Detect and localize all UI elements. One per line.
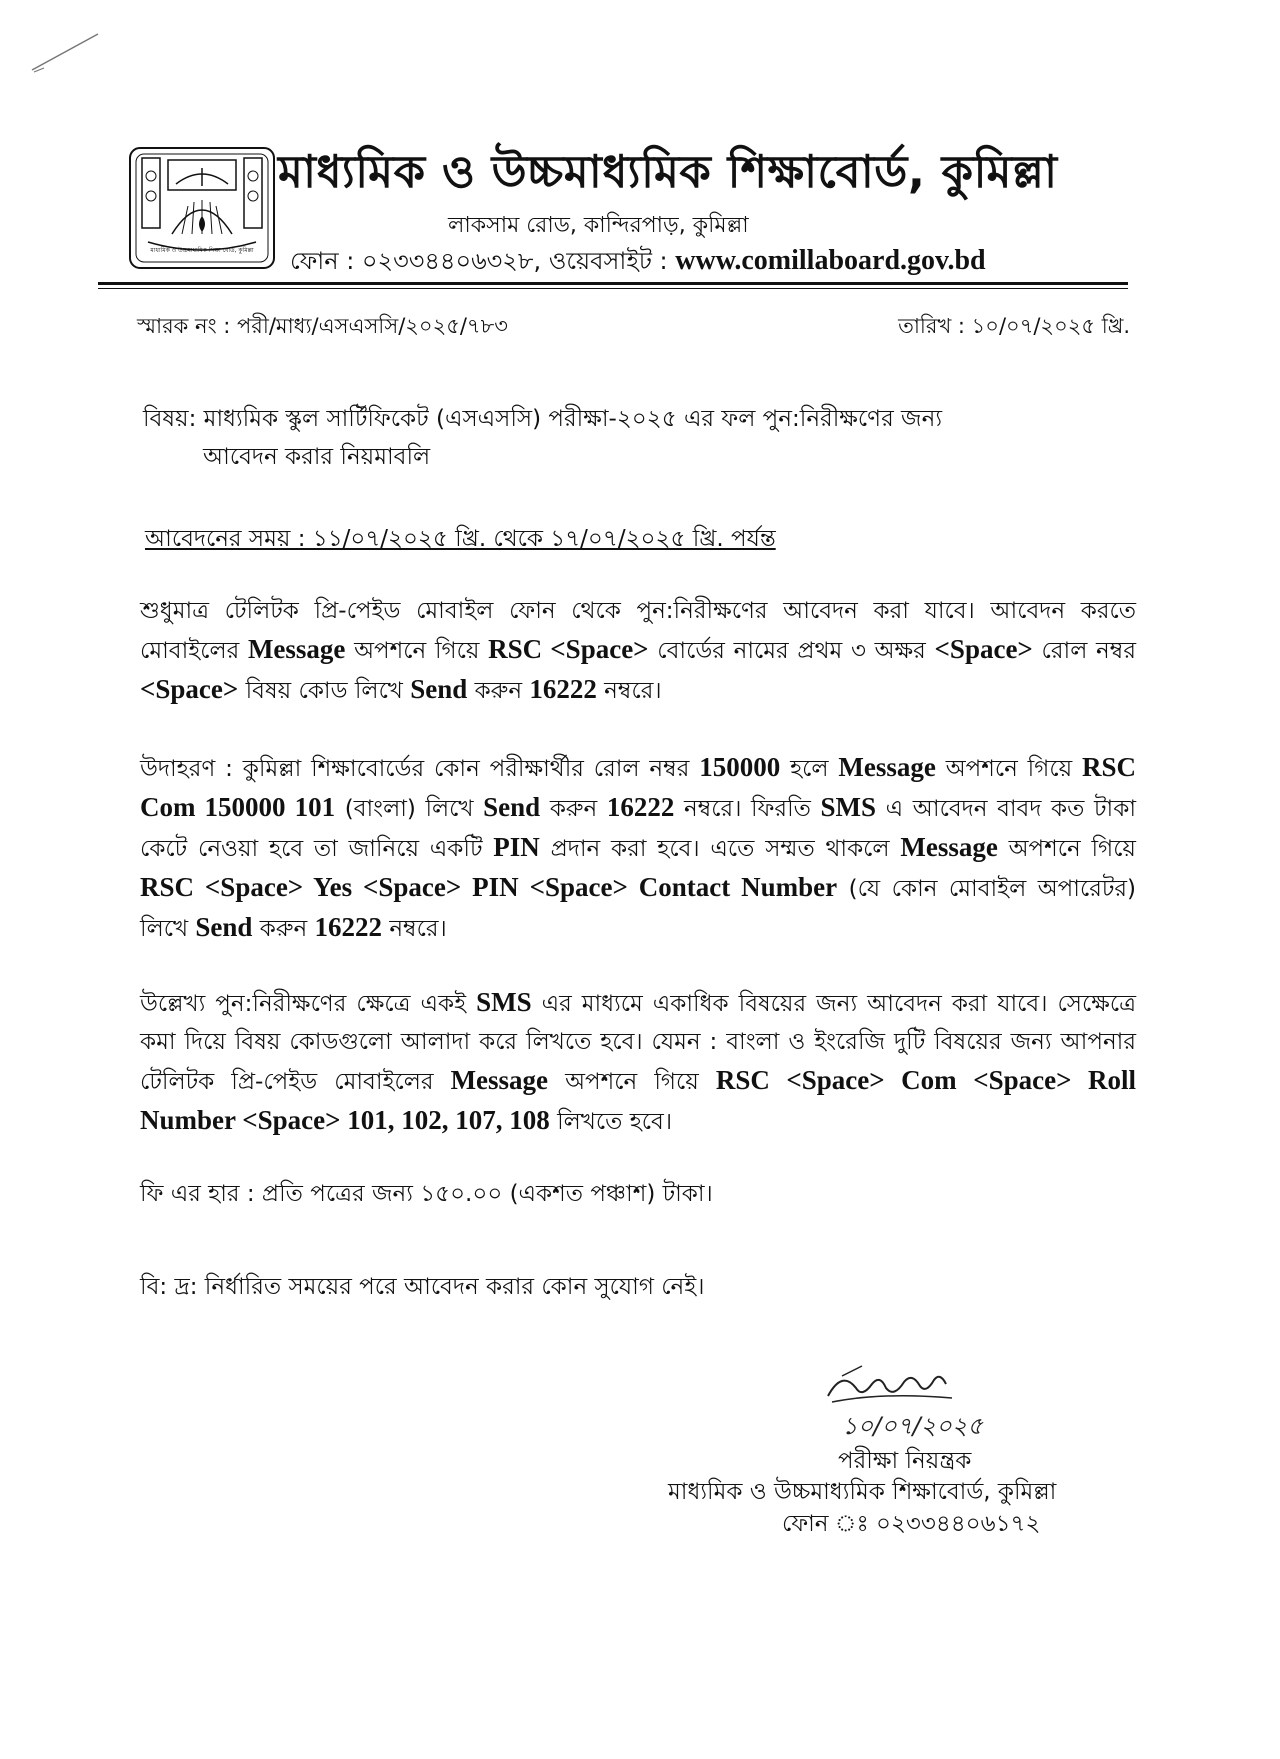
header-divider-thin [98,288,1128,289]
text: বিষয় কোড লিখে [238,678,411,704]
text: বোর্ডের নামের প্রথম ৩ অক্ষর [648,638,935,664]
signatory-board: মাধ্যমিক ও উচ্চমাধ্যমিক শিক্ষাবোর্ড, কুমিল্লা [668,1479,1057,1505]
text: করুন [540,796,607,822]
signatory-phone: ফোন ঃ ০২৩৩৪৪০৬১৭২ [782,1511,1041,1537]
subject [143,400,1083,476]
footnote: বি: দ্র: নির্ধারিত সময়ের পরে আবেদন করার কোন সুযোগ নেই। [140,1274,705,1300]
text-en: RSC <Space> [488,634,649,664]
fee-rate: ফি এর হার : প্রতি পত্রের জন্য ১৫০.০০ (একশত পঞ্চাশ) টাকা। [140,1181,713,1207]
text-en: Message [247,634,346,664]
text: লিখতে হবে। [549,1109,673,1135]
text: রোল নম্বর [1032,638,1136,664]
text-en: 150000 [699,752,781,782]
text-en: 16222 [529,674,597,704]
instruction-paragraph [140,592,1136,710]
text-en: RSC Com 150000 101 [140,752,1136,822]
text: অপশনে গিয়ে [935,756,1082,782]
website-link[interactable]: www.comillaboard.gov.bd [675,245,986,276]
text-en: SMS [476,987,532,1017]
text: হলে [780,756,839,782]
text: (যে কোন মোবাইল অপারেটর) লিখে [140,876,1137,942]
text-en: Send [483,792,541,822]
board-name: মাধ্যমিক ও উচ্চমাধ্যমিক শিক্ষাবোর্ড, কুমিল্লা [278,145,1058,198]
text: অপশনে গিয়ে [548,1069,716,1095]
text: এর মাধ্যমে একাধিক বিষয়ের জন্য আবেদন করা যাবে। সেক্ষেত্রে কমা দিয়ে বিষয় কোডগুলো আলাদা করে লিখতে হবে। যেমন : বাংলা ও ইংরেজি দুটি বিষয়ের জন্য আপনার টেলিটক প্রি-পেইড মোবাইলের [140,991,1136,1095]
text-en: PIN [493,832,540,862]
example-paragraph [140,748,1136,948]
text: প্রদান করা হবে। এতে সম্মত থাকলে [539,836,901,862]
text-en: Message [838,752,936,782]
phone-label: ফোন : ০২৩৩৪৪০৬৩২৮, ওয়েবসাইট : [290,247,676,275]
board-contact [290,243,986,283]
subject-line-1: বিষয়: মাধ্যমিক স্কুল সার্টিফিকেট (এসএসসি) পরীক্ষা-২০২৫ এর ফল পুন:নিরীক্ষণের জন্য [143,406,943,432]
text: অপশনে গিয়ে [997,836,1136,862]
text-en: SMS [820,792,877,822]
text: (বাংলা) লিখে [335,796,484,822]
text: নম্বরে। [382,916,447,942]
text: করুন [467,678,530,704]
signatory-title: পরীক্ষা নিয়ন্ত্রক [838,1448,972,1474]
board-address: লাকসাম রোড, কান্দিরপাড়, কুমিল্লা [448,213,749,238]
subject-line-2: আবেদন করার নিয়মাবলি [203,444,431,470]
text: নম্বরে। ফিরতি [674,796,821,822]
text-en: Message [450,1065,549,1095]
pen-stroke-mark [30,30,100,75]
text: শুধুমাত্র টেলিটক প্রি-পেইড মোবাইল ফোন থেকে পুন:নিরীক্ষণের আবেদন করা যাবে। আবেদন করতে মোবাইলের [140,598,1136,664]
text-en: <Space> [934,634,1033,664]
text-en: 16222 [314,912,383,942]
text: নম্বরে। [596,678,662,704]
text-en: Message [900,832,998,862]
header-divider [98,282,1128,285]
text: উল্লেখ্য পুন:নিরীক্ষণের ক্ষেত্রে একই [140,991,477,1017]
memo-number: স্মারক নং : পরী/মাধ্য/এসএসসি/২০২৫/৭৮৩ [137,314,508,338]
logo-ribbon-text: মাধ্যমিক ও উচ্চমাধ্যমিক শিক্ষা বোর্ড, কুমিল্লা [150,247,254,254]
text-en: RSC <Space> Yes <Space> PIN <Space> Contact Number [140,872,838,902]
board-logo-icon [128,146,276,270]
memo-date: তারিখ : ১০/০৭/২০২৫ খ্রি. [898,314,1130,338]
multi-subject-paragraph [140,983,1136,1141]
text-en: Send [410,674,468,704]
text: অপশনে গিয়ে [345,638,489,664]
text: উদাহরণ : কুমিল্লা শিক্ষাবোর্ডের কোন পরীক্ষার্থীর রোল নম্বর [140,756,700,782]
text-en: 16222 [606,792,675,822]
text-en: Send [195,912,253,942]
text-en: <Space> [140,674,239,704]
signature-icon [822,1362,992,1412]
signature-date: ১০/০৭/২০২৫ [842,1412,983,1440]
application-period: আবেদনের সময় : ১১/০৭/২০২৫ খ্রি. থেকে ১৭/০৭/২০২৫ খ্রি. পর্যন্ত [145,526,776,552]
text: এ আবেদন বাবদ কত টাকা কেটে নেওয়া হবে তা জানিয়ে একটি [140,796,1136,862]
text: করুন [252,916,315,942]
text-en: RSC <Space> Com <Space> Roll Number <Space> 101, 102, 107, 108 [140,1065,1136,1135]
